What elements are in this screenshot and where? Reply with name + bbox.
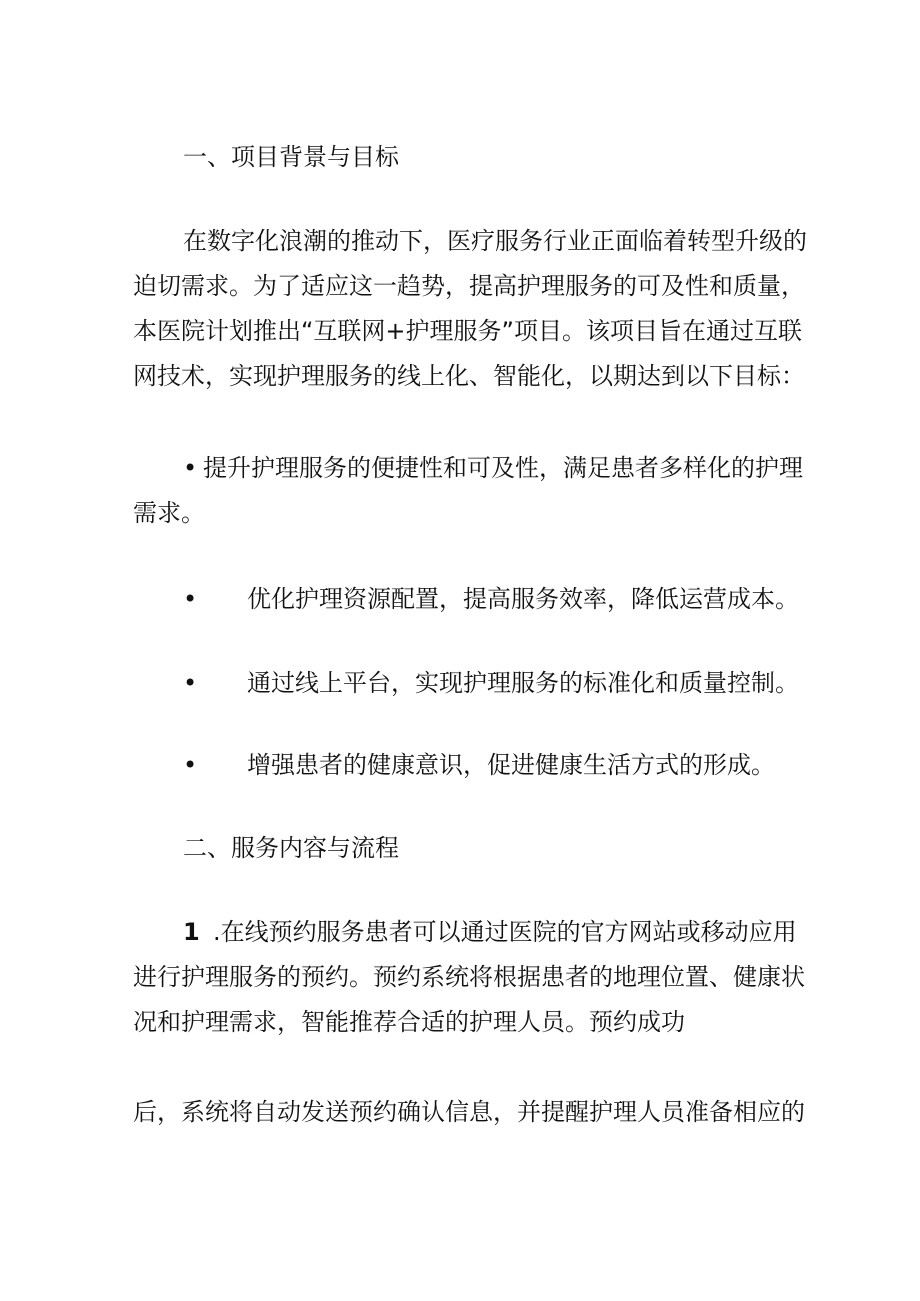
section-1-intro-paragraph [133, 219, 807, 399]
paragraph-line: 后，系统将自动发送预约确认信息，并提醒护理人员准备相应的 [133, 1098, 805, 1126]
paragraph-line: 进行护理服务的预约。预约系统将根据患者的地理位置、健康状 [133, 963, 805, 991]
bullet-dot: • [183, 454, 198, 482]
bullet-text: 通过线上平台，实现护理服务的标准化和质量控制。 [247, 669, 799, 697]
bullet-item [183, 668, 799, 698]
paragraph-line: 在数字化浪潮的推动下，医疗服务行业正面临着转型升级的 [183, 227, 807, 255]
section-1-heading: 一、项目背景与目标 [183, 143, 399, 171]
bullet-dot: • [183, 669, 198, 697]
paragraph-line: 本医院计划推出“互联网+护理服务”项目。该项目旨在通过互联 [133, 317, 802, 345]
section-2-item-paragraph [133, 910, 805, 1045]
bullet-dot: • [183, 751, 198, 779]
bullet-item [183, 750, 775, 780]
paragraph-line: 迫切需求。为了适应这一趋势，提高护理服务的可及性和质量， [133, 272, 805, 300]
section-2-continuation-paragraph [133, 1090, 805, 1135]
paragraph-line: 网技术，实现护理服务的线上化、智能化，以期达到以下目标： [133, 362, 805, 390]
bullet-item [133, 446, 803, 536]
paragraph-line: .在线预约服务患者可以通过医院的官方网站或移动应用 [213, 918, 797, 946]
item-number: 1 [183, 918, 200, 946]
bullet-text: 优化护理资源配置，提高服务效率，降低运营成本。 [247, 585, 799, 613]
bullet-text: 需求。 [133, 499, 205, 527]
bullet-text: 增强患者的健康意识，促进健康生活方式的形成。 [247, 751, 775, 779]
bullet-item [183, 584, 799, 614]
bullet-dot: • [183, 585, 198, 613]
bullet-text: 提升护理服务的便捷性和可及性，满足患者多样化的护理 [203, 454, 803, 482]
section-2-heading: 二、服务内容与流程 [183, 834, 399, 862]
paragraph-line: 况和护理需求，智能推荐合适的护理人员。预约成功 [133, 1008, 685, 1036]
